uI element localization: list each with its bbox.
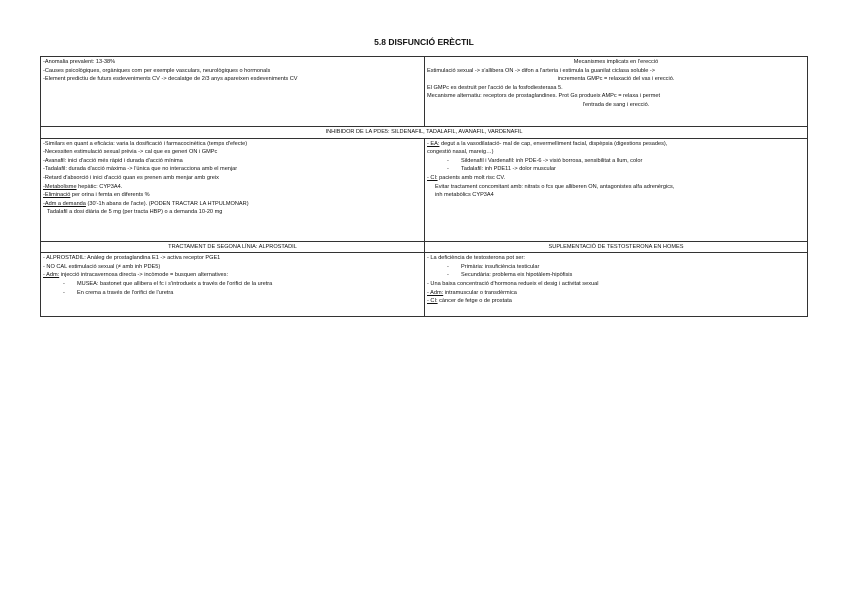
alprostadil-admin-line	[43, 271, 422, 280]
elimination-line	[43, 191, 422, 200]
avoid-line: Evitar tractament concomitant amb: nitrats o fcs que alliberen ON, antagonistes alfa adrenèrgics,	[435, 183, 675, 190]
inhibitors-row	[41, 138, 808, 241]
adverse-effects-cont: congestió nasal, mareig…)	[427, 149, 494, 156]
inhibitors-left-cell	[41, 138, 425, 241]
elimination-label: -Eliminació	[43, 192, 71, 199]
cream-line: - En crema a través de l'orifici de l'uretra	[63, 289, 174, 296]
tadalafil-line: - Tadalafil: inh PDE11 -> dolor muscular	[447, 166, 556, 173]
mechanisms-line: Estimulació sexual -> s'allibera ON -> difon a l'arteria i estimula la guanilat ciclasa soluble ->	[427, 67, 656, 74]
tadalafil-dose-line: Tadalafil a dosi diària de 5 mg (per tracta HBP) o a demanda 10-20 mg	[47, 209, 223, 216]
testosterone-admin-text: intramuscular o transdèrmica	[443, 289, 517, 296]
alprostadil-admin-label: - Adm:	[43, 272, 60, 279]
adverse-effects-text: degut a la vasodilatació- mal de cap, envermelliment facial, dispèpsia (digestions pesades),	[439, 140, 668, 147]
primary-line: - Primària: insuficiència testicular	[447, 263, 540, 270]
page-title: 5.8 DISFUNCIÓ ERÈCTIL	[374, 37, 474, 47]
predictor-line: -Element predictiu de futurs esdeveniments CV -> decalatge de 2/3 anys apareixen esdeveniments CV	[43, 76, 298, 83]
testosterone-admin-line	[427, 289, 805, 298]
inhibitors-header-row	[41, 127, 808, 139]
metabolism-label: -Metabolisme	[43, 183, 77, 190]
overview-cell	[41, 57, 425, 127]
second-line-cell	[41, 253, 425, 317]
musea-line: - MUSEA: bastonet que allibera el fc i s'introdueix a través de l'orifici de la uretra	[63, 280, 273, 287]
inhibitor-line: -Similars en quant a eficàcia: varia la dosificació i farmacocinètica (temps d'efecte)	[43, 140, 248, 147]
musea-text: MUSEA: bastonet que allibera el fc i s'introdueix a través de l'orifici de la uretra	[77, 280, 273, 287]
testosterone-ci-text: càncer de fetge o de prostata	[437, 298, 512, 305]
mechanisms-line: l'entrada de sang i erecció.	[582, 101, 650, 108]
second-line-header: TRACTAMENT DE SEGONA LÍNIA: ALPROSTADIL	[41, 241, 425, 253]
secondary-line: - Secundària: problema eix hipotàlem-hipòfisis	[447, 272, 573, 279]
inhibitors-right-cell	[425, 138, 808, 241]
alprostadil-line: - ALPROSTADIL: Anàleg de prostaglandina E1 -> activa receptor PGE1	[43, 255, 221, 262]
prevalence-line: -Anomalia prevalent: 13-38%	[43, 59, 116, 65]
contraindications-label: - CI:	[427, 174, 438, 181]
testosterone-admin-label: - Adm:	[427, 289, 444, 296]
sildenafil-line: - Sildenafil i Vardenafil: inh PDE-6 -> visió borrosa, sensibilitat a llum, color	[447, 157, 643, 164]
testosterone-header: SUPLEMENTACIÓ DE TESTOSTERONA EN HOMES	[425, 241, 808, 253]
testosterone-cell	[425, 253, 808, 317]
testosterone-ci-label: - CI:	[427, 298, 438, 305]
overview-row	[41, 57, 808, 127]
mechanisms-line: Mecanisme alternatiu: receptors de prostaglandines. Prot Gs produeix AMPc = relaxa i permet	[427, 93, 661, 100]
metabolism-line	[43, 183, 422, 192]
administration-line	[43, 200, 422, 209]
section-headers-row	[41, 241, 808, 253]
mechanisms-line: El GMPc es destruït per l'acció de la fosfodiesterasa 5.	[427, 84, 563, 91]
inhibitors-header: INHIBIDOR DE LA PDE5: SILDENAFIL, TADALAFIL, AVANAFIL, VARDENAFIL	[41, 127, 808, 139]
avoid-line-cont: inh metabòlics CYP3A4	[435, 192, 494, 199]
inhibitor-line: -Avanafil: inici d'acció més ràpid i durada d'acció mínima	[43, 157, 183, 164]
administration-text: (30'-1h abans de l'acte). (PODEN TRACTAR LA HTPULMONAR)	[85, 200, 249, 207]
section-content-row	[41, 253, 808, 317]
deficiency-line: - La deficiència de testosterona pot ser:	[427, 255, 525, 262]
inhibitor-line: -Necessiten estimulació sexual prèvia -> cal que es generi ON i GMPc	[43, 149, 218, 156]
mechanisms-line: incrementa GMPc = relaxació del vas i erecció.	[557, 76, 675, 83]
administration-label: -Adm a demanda	[43, 200, 86, 207]
inhibitor-line: -Tadalafil: durada d'acció màxima -> l'única que no interacciona amb el menjar	[43, 166, 238, 173]
testosterone-ci-line	[427, 297, 805, 306]
sildenafil-text: Sildenafil i Vardenafil: inh PDE-6 -> visió borrosa, sensibilitat a llum, color	[461, 157, 643, 164]
metabolism-text: hepàtic: CYP3A4.	[76, 183, 123, 190]
causes-line: -Causes psicològiques, orgàniques com per exemple vasculars, neurològiques o hormonals	[43, 67, 271, 74]
inhibitor-line: -Retard d'absorció i inici d'acció quan es prenen amb menjar amb greix	[43, 174, 219, 181]
cream-text: En crema a través de l'orifici de l'uretra	[77, 289, 174, 296]
summary-table	[40, 56, 808, 317]
mechanisms-cell	[425, 57, 808, 127]
elimination-text: per orina i femta en diferents %	[70, 192, 150, 199]
contraindications-text: pacients amb molt risc CV.	[437, 174, 506, 181]
contraindications-line	[427, 174, 805, 183]
secondary-text: Secundària: problema eix hipotàlem-hipòfisis	[461, 272, 573, 279]
no-stimulation-line: - NO CAL estimulació sexual (≠ amb inh PDE5)	[43, 263, 161, 270]
adverse-effects-label: - EA:	[427, 140, 440, 147]
primary-text: Primària: insuficiència testicular	[461, 263, 540, 270]
tadalafil-text: Tadalafil: inh PDE11 -> dolor muscular	[461, 166, 556, 173]
mechanisms-title: Mecanismes implicats en l'erecció	[573, 59, 659, 65]
adverse-effects-line	[427, 140, 805, 149]
alprostadil-admin-text: injecció intracavernosa directa -> incòmode = busquen alternatives:	[59, 272, 229, 279]
low-hormone-line: - Una baixa concentració d'hormona redueix el desig i activitat sexual	[427, 280, 599, 287]
